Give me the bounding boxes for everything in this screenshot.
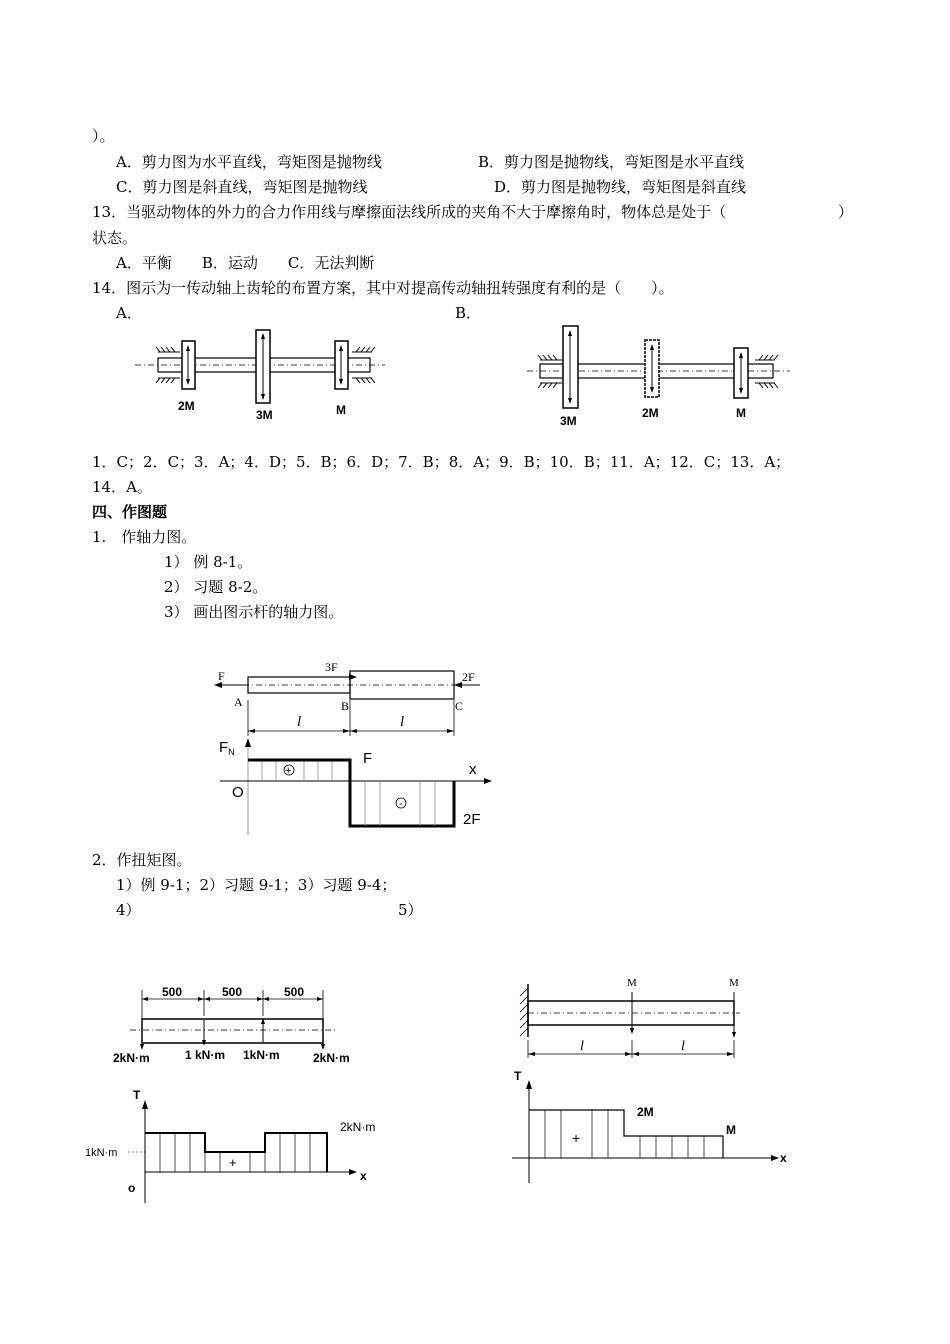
length-l-1: l — [297, 714, 302, 730]
fixed-wall — [520, 988, 528, 1036]
axis-x-label: x — [469, 761, 477, 778]
value-F-label: F — [363, 750, 373, 767]
moment-M-label-1: M — [627, 977, 637, 989]
axis-x-label-4: x — [360, 1169, 367, 1183]
item-2-sub-4: 4） — [116, 901, 141, 919]
item-1-sub-1: 1） 例 8-1。 — [164, 553, 253, 571]
gear-a-2-label: 3M — [256, 408, 273, 422]
item-2-heading: 2．作扭矩图。 — [92, 851, 192, 869]
point-A-label: A — [234, 695, 243, 709]
torque-label-3: 1kN·m — [243, 1048, 280, 1062]
item-1-sub-2: 2） 习题 8-2。 — [164, 578, 268, 596]
positive-sign-5: + — [572, 1130, 581, 1146]
origin-o-label: o — [128, 1181, 136, 1195]
axis-T-label: T — [133, 1088, 141, 1102]
force-2F-label: 2F — [462, 670, 475, 684]
torque-label-4: 2kN·m — [313, 1051, 350, 1065]
level-2kNm-label: 2kN·m — [340, 1120, 376, 1134]
value-2M-label: 2M — [637, 1105, 654, 1119]
answer-key-line2: 14．A。 — [92, 478, 152, 496]
q12-option-a: A．剪力图为水平直线，弯矩图是抛物线 — [116, 153, 382, 171]
q12-tail: ）。 — [92, 127, 115, 145]
item-1-heading: 1. 作轴力图。 — [92, 528, 197, 546]
q12-option-b: B．剪力图是抛物线，弯矩图是水平直线 — [478, 153, 745, 171]
gear-a-1-label: 2M — [178, 399, 195, 413]
axis-x-label-5: x — [780, 1151, 787, 1165]
point-B-label: B — [341, 699, 350, 713]
positive-sign-4: + — [229, 1155, 237, 1170]
gear-a-3-label: M — [336, 403, 346, 417]
origin-O-label: O — [232, 784, 244, 801]
level-1kNm-label: 1kN·m — [85, 1147, 118, 1159]
answer-key-line1: 1．C；2．C；3．A；4．D；5．B；6．D；7．B；8．A；9．B；10．B；11．A；12．C；13．A； — [92, 453, 791, 471]
q13-text-cont: 状态。 — [92, 229, 138, 247]
q14-text: 14．图示为一传动轴上齿轮的布置方案，其中对提高传动轴扭转强度有利的是（ ）。 — [92, 279, 674, 297]
torque-label-1: 2kN·m — [113, 1051, 150, 1065]
length-l-5a: l — [580, 1039, 584, 1054]
torque-label-2: 1 kN·m — [185, 1048, 226, 1062]
gear-b-2-label: 2M — [642, 406, 659, 420]
moment-M-label-2: M — [729, 977, 739, 989]
dim-500-2: 500 — [222, 985, 243, 999]
negative-sign: - — [399, 798, 403, 810]
axis-FN-label: $F_N$ — [219, 739, 235, 757]
item-2-sub-5: 5） — [398, 901, 423, 919]
axis-T-label-5: T — [514, 1069, 522, 1083]
dim-500-1: 500 — [162, 985, 183, 999]
q14-label-b: B． — [455, 304, 482, 322]
q14-label-a: A． — [116, 304, 142, 322]
length-l-5b: l — [681, 1039, 685, 1054]
positive-sign: + — [285, 765, 292, 777]
value-2F-label: 2F — [463, 811, 481, 828]
length-l-2: l — [400, 714, 405, 730]
force-F-label: F — [218, 669, 225, 683]
section-title: 四、作图题 — [92, 503, 168, 521]
item-2-refs: 1）例 9-1；2）习题 9-1；3）习题 9-4； — [116, 876, 397, 894]
q13-options: A．平衡 B．运动 C．无法判断 — [116, 254, 375, 272]
q13-paren-close: ） — [838, 203, 854, 221]
value-M-label: M — [726, 1123, 736, 1137]
gear-b-1-label: 3M — [560, 414, 577, 428]
dim-500-3: 500 — [284, 985, 305, 999]
point-C-label: C — [455, 699, 464, 713]
q12-option-d: D．剪力图是抛物线，弯矩图是斜直线 — [494, 178, 747, 196]
gear-b-3-label: M — [736, 406, 746, 420]
force-3F-label: 3F — [325, 660, 338, 674]
item-1-sub-3: 3） 画出图示杆的轴力图。 — [164, 603, 344, 621]
q12-option-c: C．剪力图是斜直线，弯矩图是抛物线 — [116, 178, 368, 196]
q13-text: 13．当驱动物体的外力的合力作用线与摩擦面法线所成的夹角不大于摩擦角时，物体总是处于（ — [92, 203, 727, 221]
